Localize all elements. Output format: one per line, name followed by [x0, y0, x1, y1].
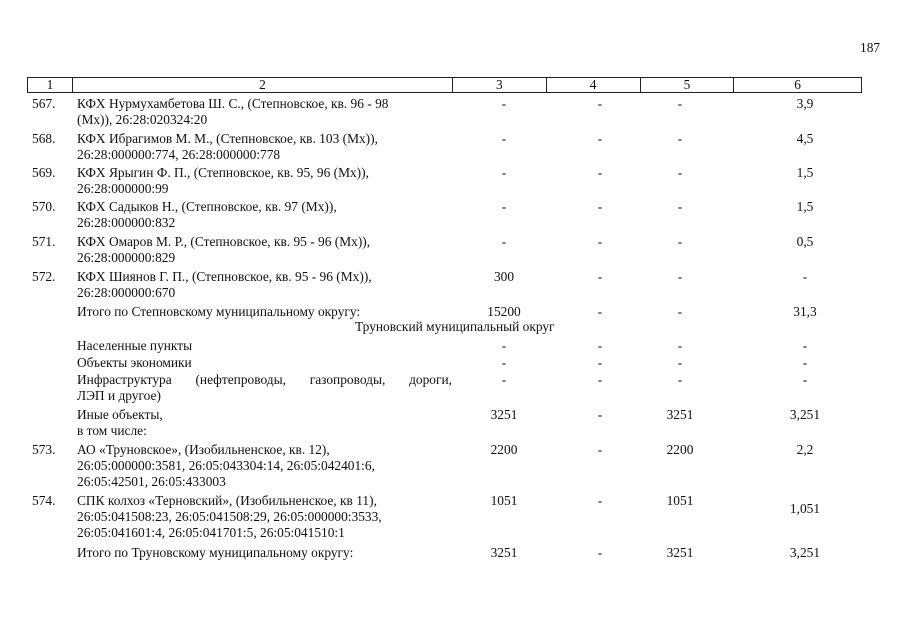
cell-col-6: -	[802, 269, 808, 284]
cell-col-5: -	[677, 165, 683, 180]
cell-col-3: 1051	[490, 493, 518, 508]
cell-col-3: -	[501, 96, 507, 111]
cell-col-5: 2200	[666, 442, 694, 457]
description-line: ЛЭП и другое)	[77, 388, 161, 403]
cell-col-5: -	[677, 269, 683, 284]
cell-col-4: -	[597, 493, 603, 508]
cell-col-3: -	[501, 165, 507, 180]
description-line: 26:28:000000:774, 26:28:000000:778	[77, 147, 281, 162]
row-description	[77, 442, 452, 490]
cell-col-5: -	[677, 372, 683, 387]
cell-col-4: -	[597, 199, 603, 214]
header-col-6: 6	[733, 78, 861, 92]
row-number: 570.	[32, 199, 56, 214]
cell-col-6: 4,5	[796, 131, 814, 146]
description-line: Итого по Труновскому муниципальному округу:	[77, 545, 354, 560]
row-number: 572.	[32, 269, 56, 284]
row-description	[77, 165, 452, 197]
row-description	[77, 269, 452, 301]
cell-col-4: -	[597, 269, 603, 284]
row-number: 571.	[32, 234, 56, 249]
cell-col-3: -	[501, 338, 507, 353]
description-line: 26:28:000000:832	[77, 215, 176, 230]
row-description	[77, 304, 452, 320]
cell-col-5: 1051	[666, 493, 694, 508]
cell-col-3: 3251	[490, 407, 518, 422]
page-number: 187	[860, 40, 881, 55]
description-line: Объекты экономики	[77, 355, 192, 370]
cell-col-6: 1,5	[796, 199, 814, 214]
description-line: КФХ Ярыгин Ф. П., (Степновское, кв. 95, 96 (Мх)),	[77, 165, 369, 180]
cell-col-4: -	[597, 545, 603, 560]
cell-col-3: -	[501, 131, 507, 146]
row-description	[77, 355, 452, 371]
cell-col-6: 3,251	[789, 545, 821, 560]
row-number: 573.	[32, 442, 56, 457]
cell-col-4: -	[597, 338, 603, 353]
cell-col-4: -	[597, 407, 603, 422]
cell-col-6: 3,9	[796, 96, 814, 111]
description-line: Иные объекты,	[77, 407, 163, 422]
cell-col-4: -	[597, 442, 603, 457]
cell-col-6: 1,5	[796, 165, 814, 180]
cell-col-4: -	[597, 304, 603, 319]
cell-col-5: 3251	[666, 545, 694, 560]
description-line: Итого по Степновскому муниципальному округу:	[77, 304, 361, 319]
cell-col-3: -	[501, 199, 507, 214]
description-line: 26:05:000000:3581, 26:05:043304:14, 26:05:042401:6,	[77, 458, 375, 473]
cell-col-3: 3251	[490, 545, 518, 560]
header-col-5: 5	[640, 78, 734, 92]
description-line: СПК колхоз «Терновский», (Изобильненское, кв 11),	[77, 493, 377, 508]
description-line: (Мх)), 26:28:020324:20	[77, 112, 208, 127]
cell-col-4: -	[597, 372, 603, 387]
description-line: КФХ Садыков Н., (Степновское, кв. 97 (Мх)),	[77, 199, 337, 214]
cell-col-5: -	[677, 131, 683, 146]
description-line: КФХ Нурмухамбетова Ш. С., (Степновское, кв. 96 - 98	[77, 96, 389, 111]
description-line: 26:28:000000:670	[77, 285, 176, 300]
row-number: 568.	[32, 131, 56, 146]
cell-col-4: -	[597, 165, 603, 180]
cell-col-5: 3251	[666, 407, 694, 422]
description-line: 26:05:041601:4, 26:05:041701:5, 26:05:041510:1	[77, 525, 345, 540]
section-title: Труновский муниципальный округ	[355, 319, 555, 334]
row-description	[77, 96, 452, 128]
cell-col-4: -	[597, 96, 603, 111]
cell-col-6: 3,251	[789, 407, 821, 422]
description-line: Инфраструктура (нефтепроводы, газопроводы, дороги,	[77, 372, 452, 387]
table-header	[27, 77, 862, 93]
header-col-1: 1	[46, 77, 54, 92]
description-line: КФХ Омаров М. Р., (Степновское, кв. 95 - 96 (Мх)),	[77, 234, 371, 249]
header-col-4: 4	[546, 78, 640, 92]
row-description	[77, 199, 452, 231]
description-line: Населенные пункты	[77, 338, 193, 353]
cell-col-5: -	[677, 304, 683, 319]
cell-col-6: -	[802, 372, 808, 387]
cell-col-4: -	[597, 131, 603, 146]
cell-col-6: 0,5	[796, 234, 814, 249]
cell-col-3: -	[501, 372, 507, 387]
row-description	[77, 372, 452, 404]
cell-col-5: -	[677, 96, 683, 111]
cell-col-5: -	[677, 338, 683, 353]
cell-col-3: 15200	[487, 304, 521, 319]
description-line: КФХ Ибрагимов М. М., (Степновское, кв. 103 (Мх)),	[77, 131, 378, 146]
description-line: АО «Труновское», (Изобильненское, кв. 12),	[77, 442, 330, 457]
description-line: 26:28:000000:99	[77, 181, 169, 196]
description-line: 26:05:42501, 26:05:433003	[77, 474, 226, 489]
row-number: 574.	[32, 493, 56, 508]
row-description	[77, 545, 452, 561]
cell-col-3: 300	[493, 269, 515, 284]
row-description	[77, 493, 452, 541]
row-description	[77, 131, 452, 163]
cell-col-6: -	[802, 355, 808, 370]
cell-col-6: -	[802, 338, 808, 353]
row-description	[77, 407, 452, 439]
cell-col-6: 31,3	[793, 304, 817, 319]
row-description	[77, 234, 452, 266]
row-number: 569.	[32, 165, 56, 180]
row-description	[77, 338, 452, 354]
cell-col-3: -	[501, 234, 507, 249]
description-line: 26:05:041508:23, 26:05:041508:29, 26:05:000000:3533,	[77, 509, 382, 524]
header-col-3: 3	[452, 78, 546, 92]
cell-col-3: -	[501, 355, 507, 370]
cell-col-5: -	[677, 199, 683, 214]
cell-col-5: -	[677, 355, 683, 370]
cell-col-3: 2200	[490, 442, 518, 457]
cell-col-4: -	[597, 355, 603, 370]
cell-col-6: 1,051	[789, 501, 821, 516]
cell-col-4: -	[597, 234, 603, 249]
description-line: 26:28:000000:829	[77, 250, 176, 265]
cell-col-5: -	[677, 234, 683, 249]
header-col-2: 2	[72, 78, 452, 92]
row-number: 567.	[32, 96, 56, 111]
description-line: КФХ Шиянов Г. П., (Степновское, кв. 95 - 96 (Мх)),	[77, 269, 372, 284]
cell-col-6: 2,2	[796, 442, 814, 457]
description-line: в том числе:	[77, 423, 147, 438]
